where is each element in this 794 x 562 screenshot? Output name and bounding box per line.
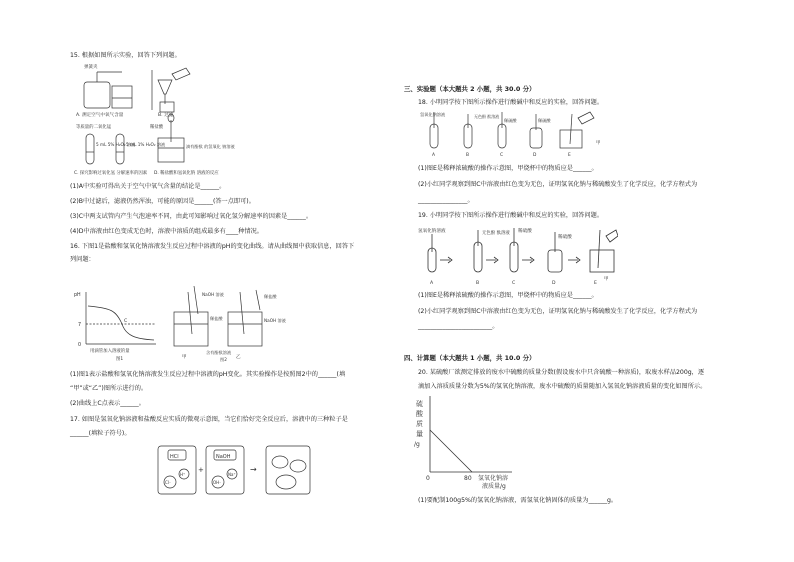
q18-acid-label: 稀硫酸 xyxy=(504,118,517,123)
caption-c-left: 5 mL 5% H₂O₂ 溶液 xyxy=(96,142,136,147)
beaker-jia: 甲 xyxy=(182,355,187,360)
q16-stem-1: 16. 下图1是盐酸和氢氧化钠溶液发生反应过程中溶液的pH的变化曲线。请从曲线图中获取信息，回答下 xyxy=(70,243,355,250)
q18-naoh-label: 氢氧化钠溶液 xyxy=(420,112,446,117)
q18-label-b: B xyxy=(466,153,470,158)
q15-line1: (1)A中实验可得出关于空气中氧气含量的结论是______。 xyxy=(70,183,226,190)
caption-a: A. 测定空气中氧气含量 xyxy=(76,113,124,118)
q19-label-d: D xyxy=(552,281,556,286)
q15-line3: (3)C中两支试管内产生气泡速率不同，由此可知影响过氧化氢分解速率的因素是______。 xyxy=(70,213,313,220)
q20-line1: (1)要配制100g5%的氢氧化钠溶液，需氢氧化钠固体的质量为______g。 xyxy=(418,497,618,504)
naoh-formula: NaOH xyxy=(216,454,231,460)
hcl-label-1: 稀盐酸 xyxy=(210,316,223,321)
q18-label-c: C xyxy=(500,153,504,158)
q18-label-a: A xyxy=(432,153,436,158)
q19-line1: (1)图E是稀释浓硫酸的操作示意图，甲烧杯中的物质应是______。 xyxy=(418,292,598,299)
h-ion: H⁺ xyxy=(180,472,186,477)
label-spring-clamp: 弹簧夹 xyxy=(84,65,98,70)
q20-line xyxy=(430,430,472,472)
ph-axis-label: pH xyxy=(74,293,81,298)
q19-label-c: C xyxy=(512,281,516,286)
q16-line3: (2)曲线上C点表示______。 xyxy=(70,400,145,407)
q20-stem-1: 20. 某硫酸厂欲测定排放的废水中硫酸的质量分数(假设废水中只含硫酸一种溶质)，取废水样品200g，逐 xyxy=(418,369,705,376)
q19-naoh-label: 氢氧化钠溶液 xyxy=(418,229,446,234)
q17-stem-1: 17. 如图是氢氧化钠溶液和盐酸反应实质的微观示意图，当它们恰好完全反应后，溶液中的三种粒子是 xyxy=(70,416,348,423)
q18-acid-label-2: 稀硫酸 xyxy=(538,118,551,123)
q16-stem-2: 列问题： xyxy=(70,256,95,263)
q20-tick-80: 80 xyxy=(464,475,472,482)
q16-line2: “甲”或“乙”)图所示进行的。 xyxy=(70,385,148,392)
q20-y-3: 质 xyxy=(416,420,423,428)
q19-line3: ________________________。 xyxy=(418,323,499,330)
plus-sign: + xyxy=(198,466,204,474)
q15-line4: (4)D中溶液由红色变成无色时，溶液中溶质的组成最多有____种情况。 xyxy=(70,228,263,235)
caption-c-right: 5 mL 1% H₂O₂ 溶液 xyxy=(126,142,166,147)
q19-label-b: B xyxy=(476,281,480,286)
q18-line1: (1)图E是稀释浓硫酸的操作示意图，甲烧杯中的物质应是______。 xyxy=(418,165,598,172)
section-4-heading: 四、计算题（本大题共 1 小题，共 10.0 分） xyxy=(404,354,536,362)
ph-tick-7: 7 xyxy=(78,323,82,328)
fig1-caption: 图1 xyxy=(116,357,124,362)
q20-y-1: 硫 xyxy=(416,400,423,408)
q18-phenol-label: 无色酚 酞溶液 xyxy=(474,114,500,119)
q20-tick-0: 0 xyxy=(426,475,430,482)
q20-y-2: 酸 xyxy=(416,410,423,418)
beaker-yi: 乙 xyxy=(236,355,241,360)
caption-c: C. 探究影响过氧化氢 分解速率的因素 xyxy=(74,171,148,176)
q20-stem-2: 滴加入溶质质量分数为5%的氢氧化钠溶液，废水中硫酸的质量随加入氢氧化钠溶液质量的变化如图所示。 xyxy=(418,383,707,390)
q17-stem-2: ______(填粒子符号)。 xyxy=(70,430,131,437)
caption-d-left: 稀盐酸 xyxy=(150,125,164,130)
fig2-caption: 图2 xyxy=(220,357,227,362)
q19-jia-label: 甲 xyxy=(604,277,609,282)
q20-y-5: /g xyxy=(414,441,420,448)
caption-b: B. 过滤 xyxy=(158,113,174,118)
q20-y-4: 量 xyxy=(416,430,423,438)
ph-x-label: 用滴管加入溶液的量 xyxy=(90,349,130,354)
q20-graph xyxy=(412,394,522,490)
q18-line2: (2)小红同学观察到图C中溶液由红色变为无色，证明氢氧化钠与稀硫酸发生了化学反应，化学方程式为 xyxy=(418,181,698,188)
q15-stem: 15. 根据如图所示实验，回答下列问题。 xyxy=(70,52,181,59)
q19-acid-label-2: 稀硫酸 xyxy=(558,235,572,240)
q20-x-label-1: 氢氧化钠溶 xyxy=(478,475,509,482)
na-ion: Na⁺ xyxy=(228,472,236,477)
q19-acid-label: 稀硫酸 xyxy=(518,229,532,234)
section-3-heading: 三、实验题（本大题共 2 小题，共 30.0 分） xyxy=(404,85,536,93)
reaction-arrow: → xyxy=(250,465,257,474)
q16-line1: (1)图1表示盐酸和氢氧化钠溶液发生反应过程中溶液的pH变化。其实验操作是按照图2中的______(填 xyxy=(70,371,346,378)
q16-figure xyxy=(70,284,300,362)
q15-figure xyxy=(72,62,272,180)
caption-c-top: 等质量的二氧化锰 xyxy=(76,125,112,130)
q19-phenol-label: 无色酚 酞溶液 xyxy=(482,231,510,236)
q19-label-e: E xyxy=(594,281,597,286)
q19-stem: 19. 小明同学按下图所示操作进行酸碱中和反应的实验，回答问题。 xyxy=(418,212,604,219)
q15-line2: (2)B中过滤后，滤液仍然浑浊，可能的原因是______(答一点即可)。 xyxy=(70,198,255,205)
q17-figure xyxy=(156,442,318,500)
q18-jia-label: 甲 xyxy=(596,141,601,146)
q19-line2: (2)小红同学观察到图C中溶液由红色变为无色，证明氢氧化钠与稀硫酸发生了化学反应，化学方程式为 xyxy=(418,308,698,315)
naoh-label-2: NaOH 溶液 xyxy=(264,318,286,323)
phenol-label: 含有酚酞溶液 xyxy=(206,350,232,355)
cl-ion: Cl⁻ xyxy=(165,480,172,485)
naoh-label-1: NaOH 溶液 xyxy=(202,292,224,297)
q19-label-a: A xyxy=(430,281,434,286)
oh-ion: OH⁻ xyxy=(213,480,222,485)
hcl-formula: HCl xyxy=(170,454,179,460)
q18-figure xyxy=(420,108,610,158)
q18-label-e: E xyxy=(568,153,571,158)
q18-label-d: D xyxy=(533,153,537,158)
hcl-label-2: 稀盐酸 xyxy=(264,294,277,299)
q18-stem: 18. 小明同学按下图所示操作进行酸碱中和反应的实验，回答问题。 xyxy=(418,99,604,106)
caption-d-right: 滴有酚酞 的氢氧化 钠溶液 xyxy=(186,144,235,149)
ph-tick-0: 0 xyxy=(78,343,82,348)
q19-figure xyxy=(418,222,618,286)
caption-d: D. 稀盐酸和氢氧化钠 溶液的反应 xyxy=(154,171,219,176)
q18-line3: ________________。 xyxy=(418,197,474,204)
point-c-label: C xyxy=(124,319,128,324)
q20-x-label-2: 液质量/g xyxy=(482,483,506,490)
